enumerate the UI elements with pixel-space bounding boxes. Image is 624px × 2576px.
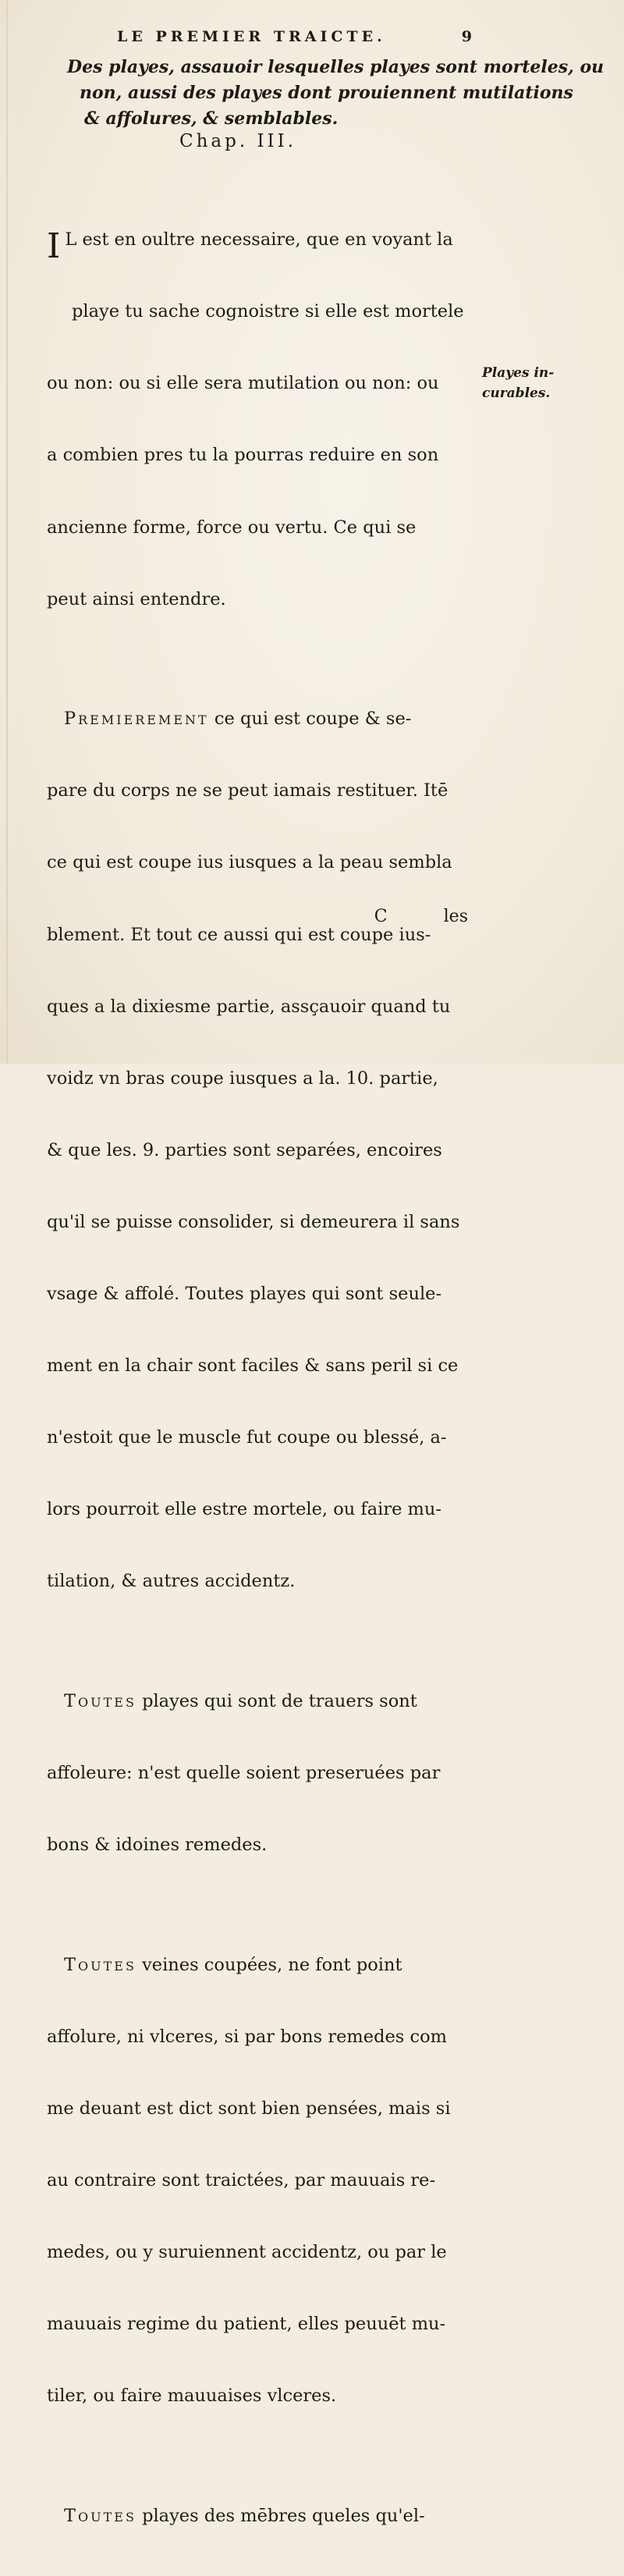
text-line: ce qui est coupe ius iusques a la peau sembla xyxy=(47,852,452,873)
text-line: ques a la dixiesme partie, assçauoir quand tu xyxy=(47,996,451,1017)
text-line: voidz vn bras coupe iusques a la. 10. partie, xyxy=(47,1068,438,1089)
text-line: ment en la chair sont faciles & sans peril si ce xyxy=(47,1356,459,1377)
signature-mark: C xyxy=(374,907,388,926)
page-edge xyxy=(6,0,8,1064)
text-line: Toutes playes qui sont de trauers sont xyxy=(64,1691,417,1711)
text-line: me deuant est dict sont bien pensées, mais si xyxy=(47,2098,451,2119)
title-line: non, aussi des playes dont prouiennent mutilations xyxy=(80,83,573,103)
text-line: ou non: ou si elle sera mutilation ou non: ou xyxy=(47,373,439,394)
text-line: vsage & affolé. Toutes playes qui sont seule- xyxy=(47,1284,442,1305)
running-head xyxy=(117,28,476,45)
page-foot xyxy=(47,907,468,926)
margin-note xyxy=(482,363,568,403)
title-line: & affolures, & semblables. xyxy=(84,108,339,129)
running-head-title: LE PREMIER TRAICTE. xyxy=(117,28,386,45)
text-line: I L est en oultre necessaire, que en voyant la xyxy=(47,226,453,267)
title-line: Des playes, assauoir lesquelles playes sont morteles, ou xyxy=(67,57,604,77)
margin-note-line: curables. xyxy=(482,386,551,401)
text-line: qu'il se puisse consolider, si demeurera il sans xyxy=(47,1211,460,1232)
text-line: affolure, ni vlceres, si par bons remedes com xyxy=(47,2026,447,2047)
text-line: & que les. 9. parties sont separées, encoires xyxy=(47,1139,442,1160)
text-line: Toutes playes des mēbres queles qu'el- xyxy=(64,2505,425,2526)
text-line: a combien pres tu la pourras reduire en son xyxy=(47,445,439,466)
text-line: affoleure: n'est quelle soient preseruées par xyxy=(47,1763,441,1784)
text-line: n'estoit que le muscle fut coupe ou blessé, a- xyxy=(47,1427,447,1448)
text-line: mauuais regime du patient, elles peuuēt mu- xyxy=(47,2314,446,2335)
text-line: ancienne forme, force ou vertu. Ce qui se xyxy=(47,517,417,538)
text-line: Toutes veines coupées, ne font point xyxy=(64,1954,402,1975)
body-text xyxy=(47,156,468,2576)
text-line: au contraire sont traictées, par mauuais re- xyxy=(47,2170,436,2191)
text-line: playe tu sache cognoistre si elle est mortele xyxy=(72,301,464,322)
page-number: 9 xyxy=(461,28,476,45)
catchword: les xyxy=(443,907,468,926)
chapter-title xyxy=(67,55,604,132)
text-line: tilation, & autres accidentz. xyxy=(47,1571,296,1592)
text-line: peut ainsi entendre. xyxy=(47,588,226,609)
margin-note-line: Playes in- xyxy=(482,365,555,381)
text-line: Premierement ce qui est coupe & se- xyxy=(64,709,412,730)
text-line: lors pourroit elle estre mortele, ou faire mu- xyxy=(47,1499,441,1520)
chapter-label: Chap. III. xyxy=(179,131,297,151)
text-line: bons & idoines remedes. xyxy=(47,1835,268,1856)
text-line: blement. Et tout ce aussi qui est coupe ius- xyxy=(47,924,431,945)
text-line: pare du corps ne se peut iamais restituer. Itē xyxy=(47,780,448,801)
text-line: medes, ou y suruiennent accidentz, ou par le xyxy=(47,2242,447,2263)
text-line: tiler, ou faire mauuaises vlceres. xyxy=(47,2386,337,2407)
drop-cap: I xyxy=(47,226,61,267)
